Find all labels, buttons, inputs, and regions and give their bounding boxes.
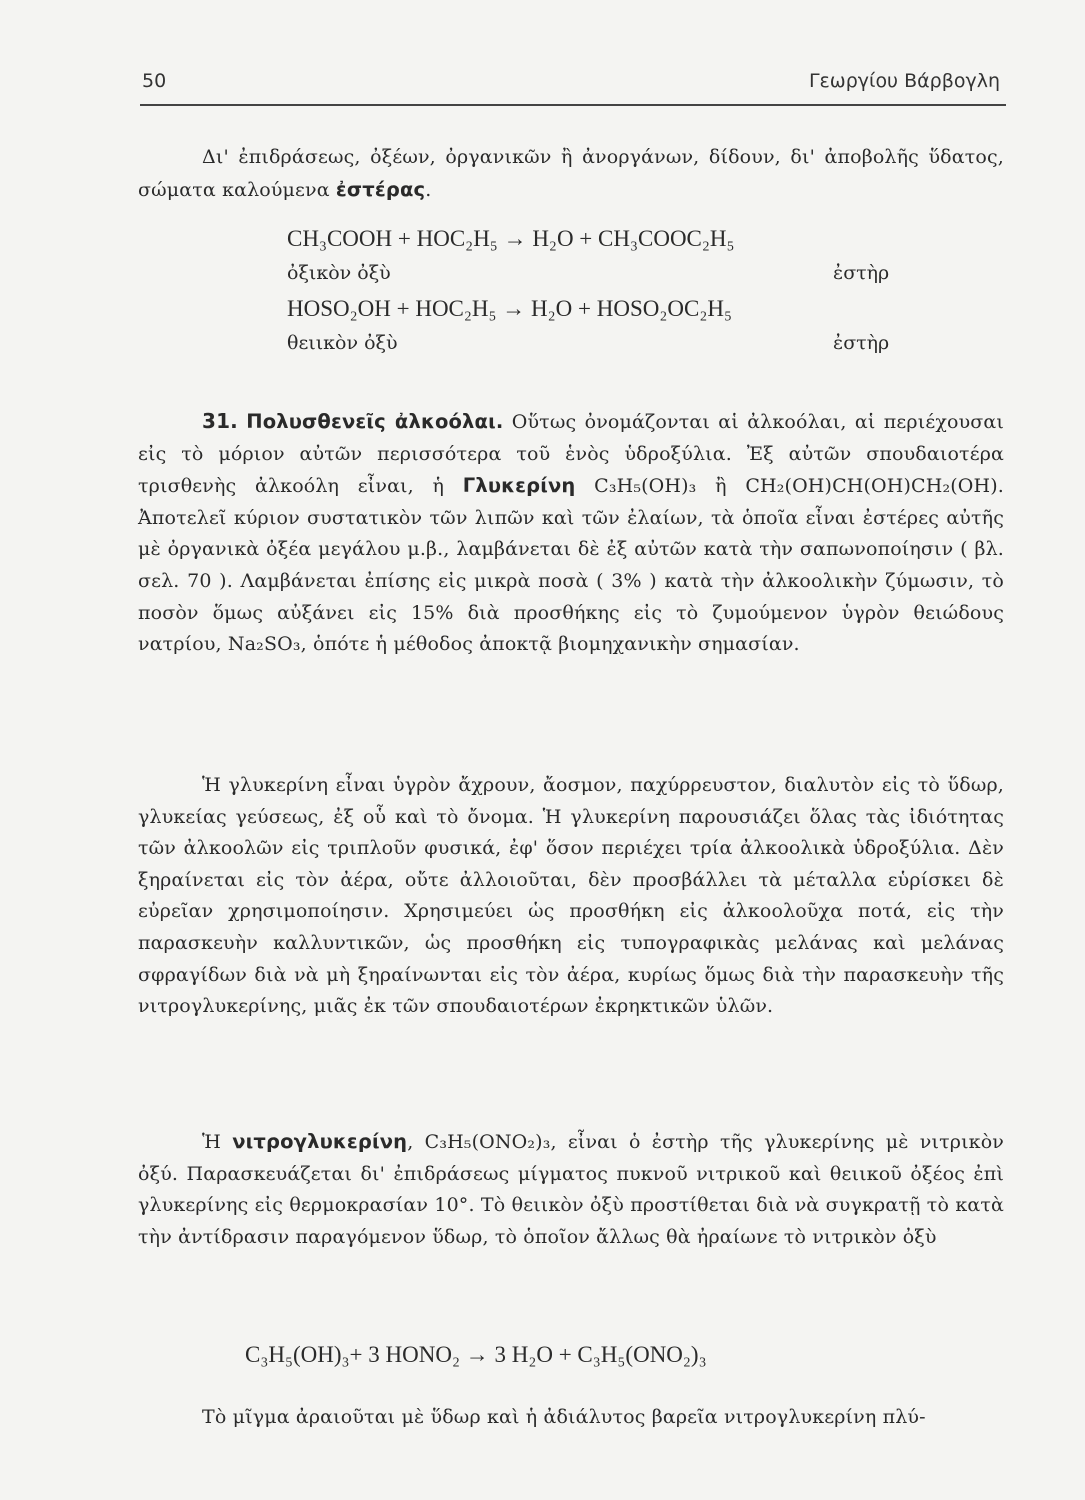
nitration-equation: C₃H₅(OH)₃+ 3 HONO₂ → 3 H₂O + C₃H₅(ONO₂)₃ bbox=[245, 1342, 707, 1367]
section-title: Πολυσθενεῖς ἀλκοόλαι. bbox=[246, 410, 504, 433]
section-31-text-2: C₃H₅(OH)₃ ἢ CH₂(OH)CH(OH)CH₂(OH). Ἀποτελεῖ κύριον συστατικὸν τῶν λιπῶν καὶ τῶν ἐλαίων, τὰ ὁποῖα εἶναι ἐστέρες αὐτῆς μὲ ὀργανικὰ ὀξέα μεγάλου μ.β., λαμβάνεται δὲ ἐξ αὐτῶν κατὰ τὴν σαπωνοποίησιν ( βλ. σελ. 70 ). Λαμβάνεται ἐπίσης εἰς μικρὰ ποσὰ ( 3% ) κατὰ τὴν ἀλκοολικὴν ζύμωσιν, τὸ ποσὸν ὅμως αὐξάνει εἰς 15% διὰ προσθήκης εἰς τὸ ζυμούμενον ὑγρὸν θειώδους νατρίου, Na₂SO₃, ὁπότε ἡ μέθοδος ἀποκτᾷ βιομηχανικὴν σημασίαν. bbox=[138, 475, 1004, 656]
section-31-text-1: Οὕτως ὀνομάζονται αἱ ἀλκοόλαι, αἱ περιέχουσαι εἰς τὸ μόριον αὐτῶν περισσότερα τοῦ ἑνὸς ὑδροξύλια. Ἐξ αὐτῶν σπουδαιοτέρα τρισθενὴς ἀλκοόλη εἶναι, ἡ bbox=[138, 411, 1004, 498]
section-31-paragraph bbox=[138, 406, 1004, 661]
esterification-equations bbox=[287, 226, 927, 366]
term-glycerin: Γλυκερίνη bbox=[462, 474, 576, 498]
nitro-text: , C₃H₅(ONO₂)₃, εἶναι ὁ ἐστὴρ τῆς γλυκερίνης μὲ νιτρικὸν ὀξύ. Παρασκευάζεται δι' ἐπιδράσεως μίγματος πυκνοῦ νιτρικοῦ καὶ θειικοῦ ὀξέος ἐπὶ γλυκερίνης εἰς θερμοκρασίαν 10°. Τὸ θειικὸν ὀξὺ προστίθεται διὰ νὰ συγκρατῇ τὸ κατὰ τὴν ἀντίδρασιν παραγόμενον ὕδωρ, τὸ ὁποῖον ἄλλως θὰ ἠραίωνε τὸ νιτρικὸν ὀξὺ bbox=[138, 1131, 1004, 1248]
label-acetic-acid: ὀξικὸν ὀξὺ bbox=[287, 262, 391, 284]
header-rule bbox=[140, 104, 1006, 106]
intro-tail: . bbox=[425, 178, 432, 201]
nitro-lead: Ἡ bbox=[202, 1131, 233, 1153]
equation-acetic-labels bbox=[287, 262, 927, 296]
nitroglycerin-paragraph bbox=[138, 1126, 1004, 1253]
last-line-block bbox=[138, 1402, 1004, 1434]
nitroglycerin-block bbox=[138, 1126, 1004, 1253]
section-number: 31. bbox=[202, 409, 238, 433]
label-ester-2: ἐστὴρ bbox=[833, 332, 890, 354]
intro-paragraph bbox=[138, 142, 1004, 206]
intro-paragraph-block bbox=[138, 142, 1004, 206]
equation-sulfuric: HOSO₂OH + HOC₂H₅ → H₂O + HOSO₂OC₂H₅ bbox=[287, 296, 732, 321]
running-header bbox=[140, 66, 1006, 102]
glycerin-paragraph: Ἡ γλυκερίνη εἶναι ὑγρὸν ἄχρουν, ἄοσμον, παχύρρευστον, διαλυτὸν εἰς τὸ ὕδωρ, γλυκείας γεύσεως, ἐξ οὗ καὶ τὸ ὄνομα. Ἡ γλυκερίνη παρουσιάζει ὅλας τὰς ἰδιότητας τῶν ἀλκοολῶν εἰς τριπλοῦν φυσικά, ἐφ' ὅσον περιέχει τρία ἀλκοολικὰ ὑδροξύλια. Δὲν ξηραίνεται εἰς τὸν ἀέρα, οὔτε ἀλλοιοῦται, δὲν προσβάλλει τὰ μέταλλα εὑρίσκει δὲ εὐρεῖαν χρησιμοποίησιν. Χρησιμεύει ὡς προσθήκη εἰς ἀλκοολοῦχα ποτά, εἰς τὴν παρασκευὴν καλλυντικῶν, ὡς προσθήκη εἰς τυπογραφικὰς μελάνας καὶ μελάνας σφραγίδων διὰ νὰ μὴ ξηραίνωνται εἰς τὸν ἀέρα, κυρίως ὅμως διὰ τὴν παρασκευὴν τῆς νιτρογλυκερίνης, μιᾶς ἐκ τῶν σπουδαιοτέρων ἐκρηκτικῶν ὑλῶν. bbox=[138, 774, 1004, 1018]
last-line: Τὸ μῖγμα ἀραιοῦται μὲ ὕδωρ καὶ ἡ ἀδιάλυτος βαρεῖα νιτρογλυκερίνη πλύ- bbox=[202, 1406, 926, 1428]
equation-sulfuric-labels bbox=[287, 332, 927, 366]
page-number: 50 bbox=[142, 70, 167, 92]
section-31 bbox=[138, 406, 1004, 661]
running-head-author: Γεωργίου Βάρβογλη bbox=[808, 70, 1000, 92]
label-sulfuric-acid: θειικὸν ὀξὺ bbox=[287, 332, 398, 354]
term-esters: ἐστέρας bbox=[335, 177, 426, 201]
label-ester-1: ἐστὴρ bbox=[833, 262, 890, 284]
intro-text: Δι' ἐπιδράσεως, ὀξέων, ὀργανικῶν ἢ ἀνοργάνων, δίδουν, δι' ἀποβολῆς ὕδατος, σώματα καλούμενα bbox=[138, 146, 1004, 201]
equation-acetic: CH₃COOH + HOC₂H₅ → H₂O + CH₃COOC₂H₅ bbox=[287, 226, 735, 251]
glycerin-properties-block bbox=[138, 770, 1004, 1023]
term-nitroglycerin: νιτρογλυκερίνη bbox=[232, 1130, 408, 1153]
